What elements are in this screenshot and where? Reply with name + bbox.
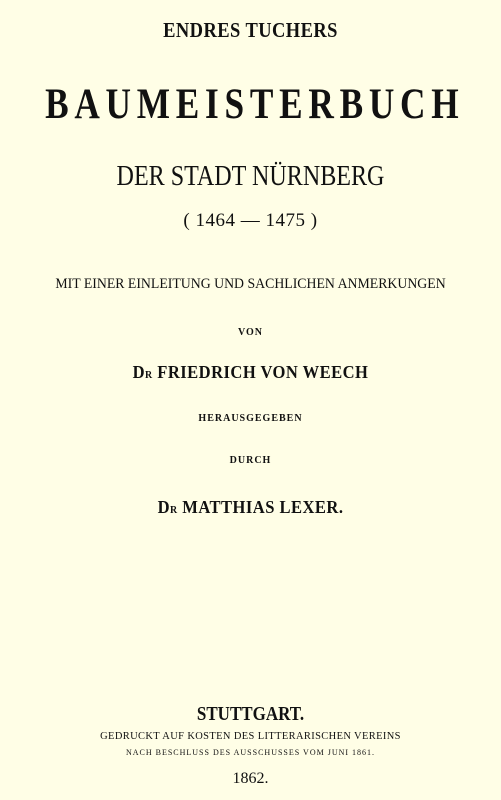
- decision-line: NACH BESCHLUSS DES AUSSCHUSSES VOM JUNI 1861.: [125, 748, 376, 757]
- von-line: VON: [237, 327, 264, 338]
- intro-line: MIT EINER EINLEITUNG UND SACHLICHEN ANMERKUNGEN: [55, 276, 446, 292]
- publication-year: 1862.: [232, 770, 269, 787]
- place-line: STUTTGART.: [196, 703, 305, 725]
- years: ( 1464 — 1475 ): [183, 210, 318, 231]
- publisher-prefix-large: D: [157, 497, 170, 517]
- editor-line: [20, 363, 481, 381]
- publisher-name: MATTHIAS LEXER.: [182, 497, 344, 517]
- publisher-prefix: [158, 498, 178, 516]
- editor-name: FRIEDRICH VON WEECH: [157, 362, 369, 382]
- herausgegeben-line: HERAUSGEGEBEN: [198, 413, 303, 424]
- author-line: ENDRES TUCHERS: [163, 18, 338, 42]
- editor-prefix-small: R: [145, 369, 153, 381]
- printed-line: GEDRUCKT AUF KOSTEN DES LITTERARISCHEN VEREINS: [100, 730, 401, 742]
- publisher-line: [20, 498, 481, 516]
- editor-prefix-large: D: [132, 362, 146, 382]
- main-title: BAUMEISTERBUCH: [45, 81, 465, 128]
- subtitle: DER STADT NÜRNBERG: [116, 161, 385, 192]
- durch-line: DURCH: [229, 455, 272, 466]
- publisher-prefix-small: R: [169, 504, 178, 516]
- editor-prefix: [133, 363, 153, 381]
